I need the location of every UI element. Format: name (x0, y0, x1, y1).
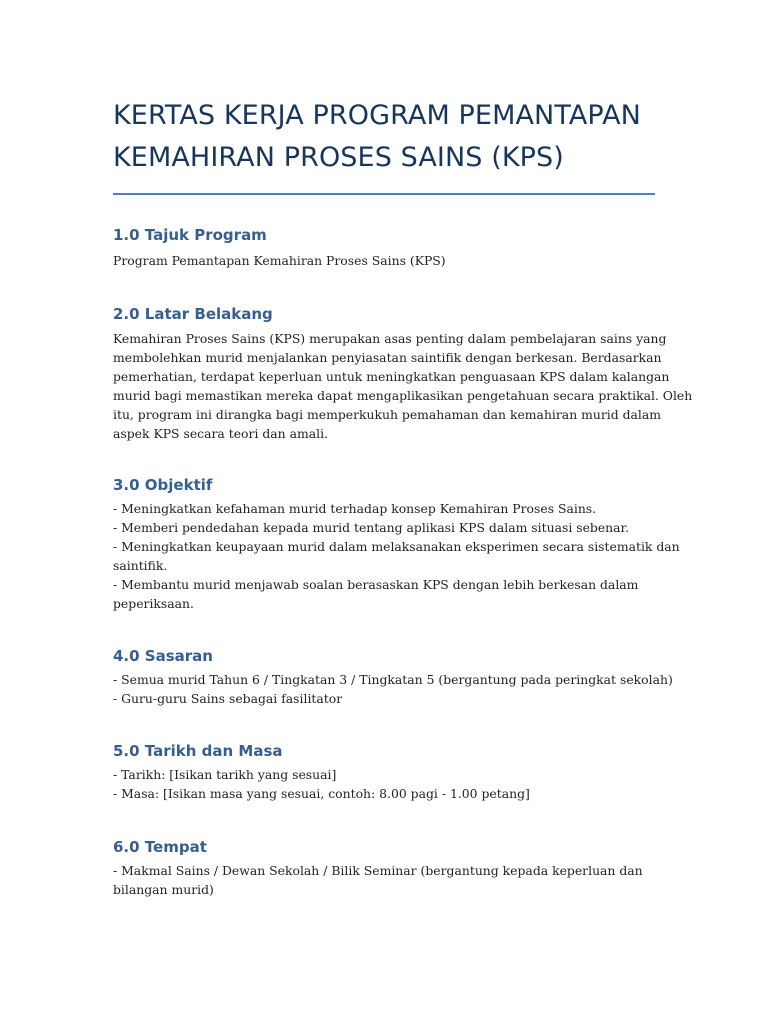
title-divider (113, 193, 655, 195)
body-line: itu, program ini dirangka bagi memperkukuh pemahaman dan kemahiran murid dalam (113, 407, 662, 422)
section-objektif (113, 474, 680, 613)
body-line: saintifik. (113, 558, 168, 573)
body-line: membolehkan murid menjalankan penyiasatan saintifik dengan berkesan. Berdasarkan (113, 350, 662, 365)
title-line: KERTAS KERJA PROGRAM PEMANTAPAN (113, 100, 641, 131)
section-heading: 6.0 Tempat (113, 838, 207, 856)
body-line: - Memberi pendedahan kepada murid tentang aplikasi KPS dalam situasi sebenar. (113, 520, 630, 535)
section-body (113, 251, 656, 270)
body-line: bilangan murid) (113, 882, 214, 897)
section-tajuk-program (113, 224, 656, 270)
body-line: - Guru-guru Sains sebagai fasilitator (113, 691, 343, 706)
body-line: - Meningkatkan keupayaan murid dalam melaksanakan eksperimen secara sistematik dan (113, 539, 680, 554)
body-line: - Semua murid Tahun 6 / Tingkatan 3 / Tingkatan 5 (bergantung pada peringkat sekolah) (113, 672, 673, 687)
title-line: KEMAHIRAN PROSES SAINS (KPS) (113, 142, 564, 173)
section-heading: 1.0 Tajuk Program (113, 226, 267, 244)
body-line: aspek KPS secara teori dan amali. (113, 426, 328, 441)
section-body (113, 861, 656, 899)
body-line: Program Pemantapan Kemahiran Proses Sains (KPS) (113, 253, 446, 268)
body-line: - Meningkatkan kefahaman murid terhadap konsep Kemahiran Proses Sains. (113, 501, 597, 516)
section-heading: 5.0 Tarikh dan Masa (113, 742, 283, 760)
document-page (113, 0, 693, 899)
body-line: - Masa: [Isikan masa yang sesuai, contoh: 8.00 pagi - 1.00 petang] (113, 786, 530, 801)
body-line: peperiksaan. (113, 596, 194, 611)
section-heading: 2.0 Latar Belakang (113, 305, 273, 323)
body-line: pemerhatian, terdapat keperluan untuk meningkatkan penguasaan KPS dalam kalangan (113, 369, 670, 384)
body-line: Kemahiran Proses Sains (KPS) merupakan asas penting dalam pembelajaran sains yang (113, 331, 667, 346)
body-line: - Membantu murid menjawab soalan berasaskan KPS dengan lebih berkesan dalam (113, 577, 639, 592)
body-line: - Makmal Sains / Dewan Sekolah / Bilik Seminar (bergantung kepada keperluan dan (113, 863, 643, 878)
section-tempat (113, 836, 656, 899)
section-body (113, 670, 673, 708)
section-sasaran (113, 645, 673, 708)
section-heading: 3.0 Objektif (113, 476, 213, 494)
section-heading: 4.0 Sasaran (113, 647, 213, 665)
body-line: murid bagi memastikan mereka dapat mengaplikasikan pengetahuan secara praktikal. Oleh (113, 388, 693, 403)
body-line: - Tarikh: [Isikan tarikh yang sesuai] (113, 767, 337, 782)
section-body (113, 329, 693, 443)
section-body (113, 499, 680, 613)
section-body (113, 765, 656, 803)
document-title (113, 0, 656, 179)
section-latar-belakang (113, 303, 693, 443)
section-tarikh-dan-masa (113, 740, 656, 803)
